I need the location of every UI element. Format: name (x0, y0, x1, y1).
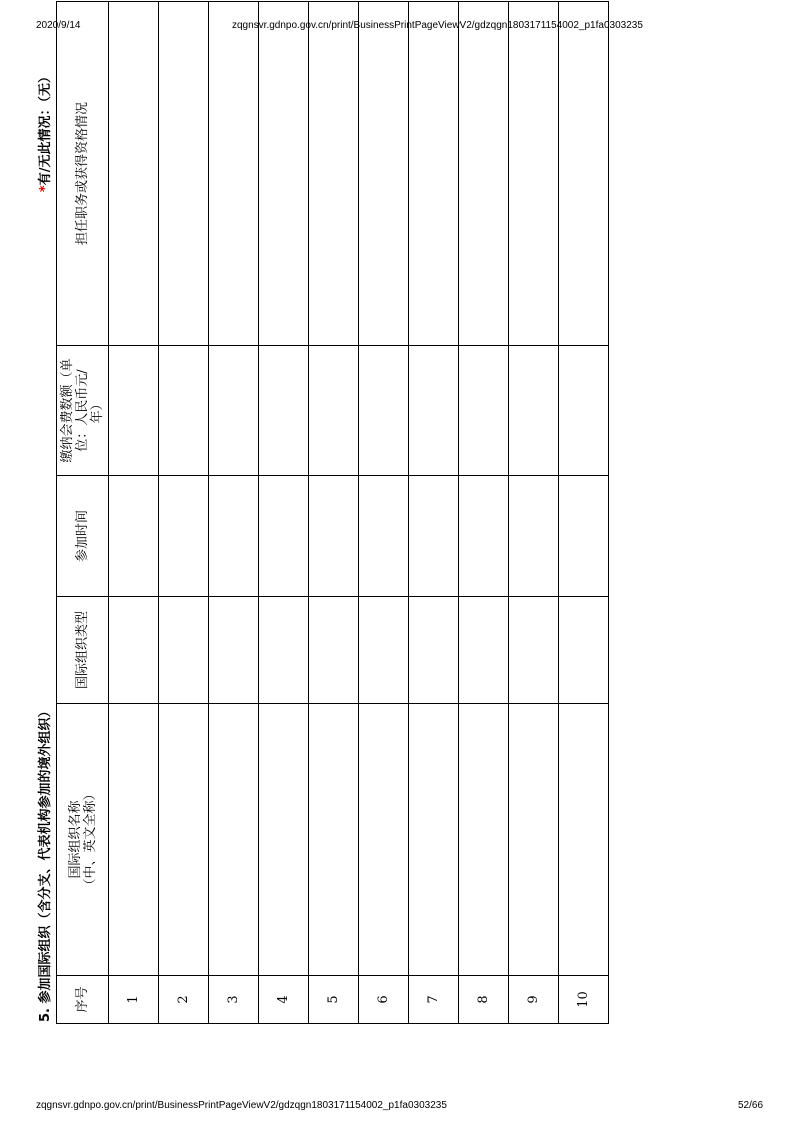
page-number: 52/66 (738, 1100, 764, 1111)
table-row (209, 2, 259, 1024)
header-index: 序号 (57, 976, 109, 1024)
cell-position (459, 2, 509, 346)
cell-position (109, 2, 159, 346)
cell-org-type (459, 597, 509, 704)
row-index: 7 (409, 976, 459, 1024)
table-header-row (57, 2, 109, 1024)
header-org-name-line1: 国际组织名称 (67, 800, 83, 879)
table-row (509, 2, 559, 1024)
cell-join-time (509, 476, 559, 597)
cell-join-time (559, 476, 609, 597)
header-org-type: 国际组织类型 (57, 597, 109, 704)
cell-org-name (459, 704, 509, 976)
cell-org-type (409, 597, 459, 704)
cell-join-time (459, 476, 509, 597)
cell-org-type (259, 597, 309, 704)
cell-org-type (159, 597, 209, 704)
cell-fee-amount (159, 346, 209, 476)
cell-org-type (509, 597, 559, 704)
cell-org-name (309, 704, 359, 976)
cell-org-type (209, 597, 259, 704)
required-asterisk: * (38, 185, 53, 193)
row-index: 5 (309, 976, 359, 1024)
print-date: 2020/9/14 (36, 20, 81, 31)
row-index: 1 (109, 976, 159, 1024)
header-join-time: 参加时间 (57, 476, 109, 597)
status-value: （无） (38, 70, 53, 103)
header-fee-line2: 位：人民币元/ (75, 369, 90, 452)
cell-position (209, 2, 259, 346)
cell-fee-amount (459, 346, 509, 476)
table-row (409, 2, 459, 1024)
cell-join-time (159, 476, 209, 597)
cell-fee-amount (209, 346, 259, 476)
cell-fee-amount (359, 346, 409, 476)
cell-join-time (109, 476, 159, 597)
row-index: 6 (359, 976, 409, 1024)
cell-join-time (259, 476, 309, 597)
header-position: 担任职务或获得资格情况 (57, 2, 109, 346)
table-row (259, 2, 309, 1024)
cell-org-type (109, 597, 159, 704)
cell-position (559, 2, 609, 346)
row-index: 10 (559, 976, 609, 1024)
table-row (359, 2, 409, 1024)
cell-position (359, 2, 409, 346)
cell-org-type (359, 597, 409, 704)
cell-position (309, 2, 359, 346)
cell-join-time (359, 476, 409, 597)
table-row (559, 2, 609, 1024)
header-url: zqgnsvr.gdnpo.gov.cn/print/BusinessPrintPageViewV2/gdzqgn1803171154002_p1fa0303235 (232, 20, 643, 31)
header-fee-line1: 缴纳会费数额（单 (60, 358, 75, 463)
table-row (159, 2, 209, 1024)
cell-position (159, 2, 209, 346)
section-title: 5. 参加国际组织（含分支、代表机构参加的境外组织） (38, 704, 53, 1022)
header-org-name (57, 704, 109, 976)
table-row (109, 2, 159, 1024)
row-index: 9 (509, 976, 559, 1024)
cell-position (509, 2, 559, 346)
footer-url: zqgnsvr.gdnpo.gov.cn/print/BusinessPrintPageViewV2/gdzqgn1803171154002_p1fa0303235 (36, 1100, 447, 1111)
table-row (309, 2, 359, 1024)
header-fee-amount (57, 346, 109, 476)
cell-org-name (159, 704, 209, 976)
cell-fee-amount (109, 346, 159, 476)
header-fee-line3: 年） (90, 397, 105, 424)
cell-org-type (559, 597, 609, 704)
cell-org-name (559, 704, 609, 976)
cell-join-time (209, 476, 259, 597)
cell-fee-amount (309, 346, 359, 476)
cell-fee-amount (509, 346, 559, 476)
cell-fee-amount (259, 346, 309, 476)
cell-fee-amount (559, 346, 609, 476)
table-row (459, 2, 509, 1024)
status-label: 有/无此情况： (38, 102, 53, 186)
row-index: 4 (259, 976, 309, 1024)
status-indicator (38, 70, 54, 192)
cell-fee-amount (409, 346, 459, 476)
row-index: 8 (459, 976, 509, 1024)
cell-position (409, 2, 459, 346)
cell-org-name (359, 704, 409, 976)
cell-org-name (409, 704, 459, 976)
cell-org-name (509, 704, 559, 976)
cell-join-time (409, 476, 459, 597)
international-org-table (56, 1, 609, 1024)
cell-org-name (109, 704, 159, 976)
cell-position (259, 2, 309, 346)
cell-org-name (259, 704, 309, 976)
row-index: 2 (159, 976, 209, 1024)
row-index: 3 (209, 976, 259, 1024)
cell-join-time (309, 476, 359, 597)
cell-org-name (209, 704, 259, 976)
header-org-name-line2: （中、英文全称） (82, 787, 98, 892)
cell-org-type (309, 597, 359, 704)
